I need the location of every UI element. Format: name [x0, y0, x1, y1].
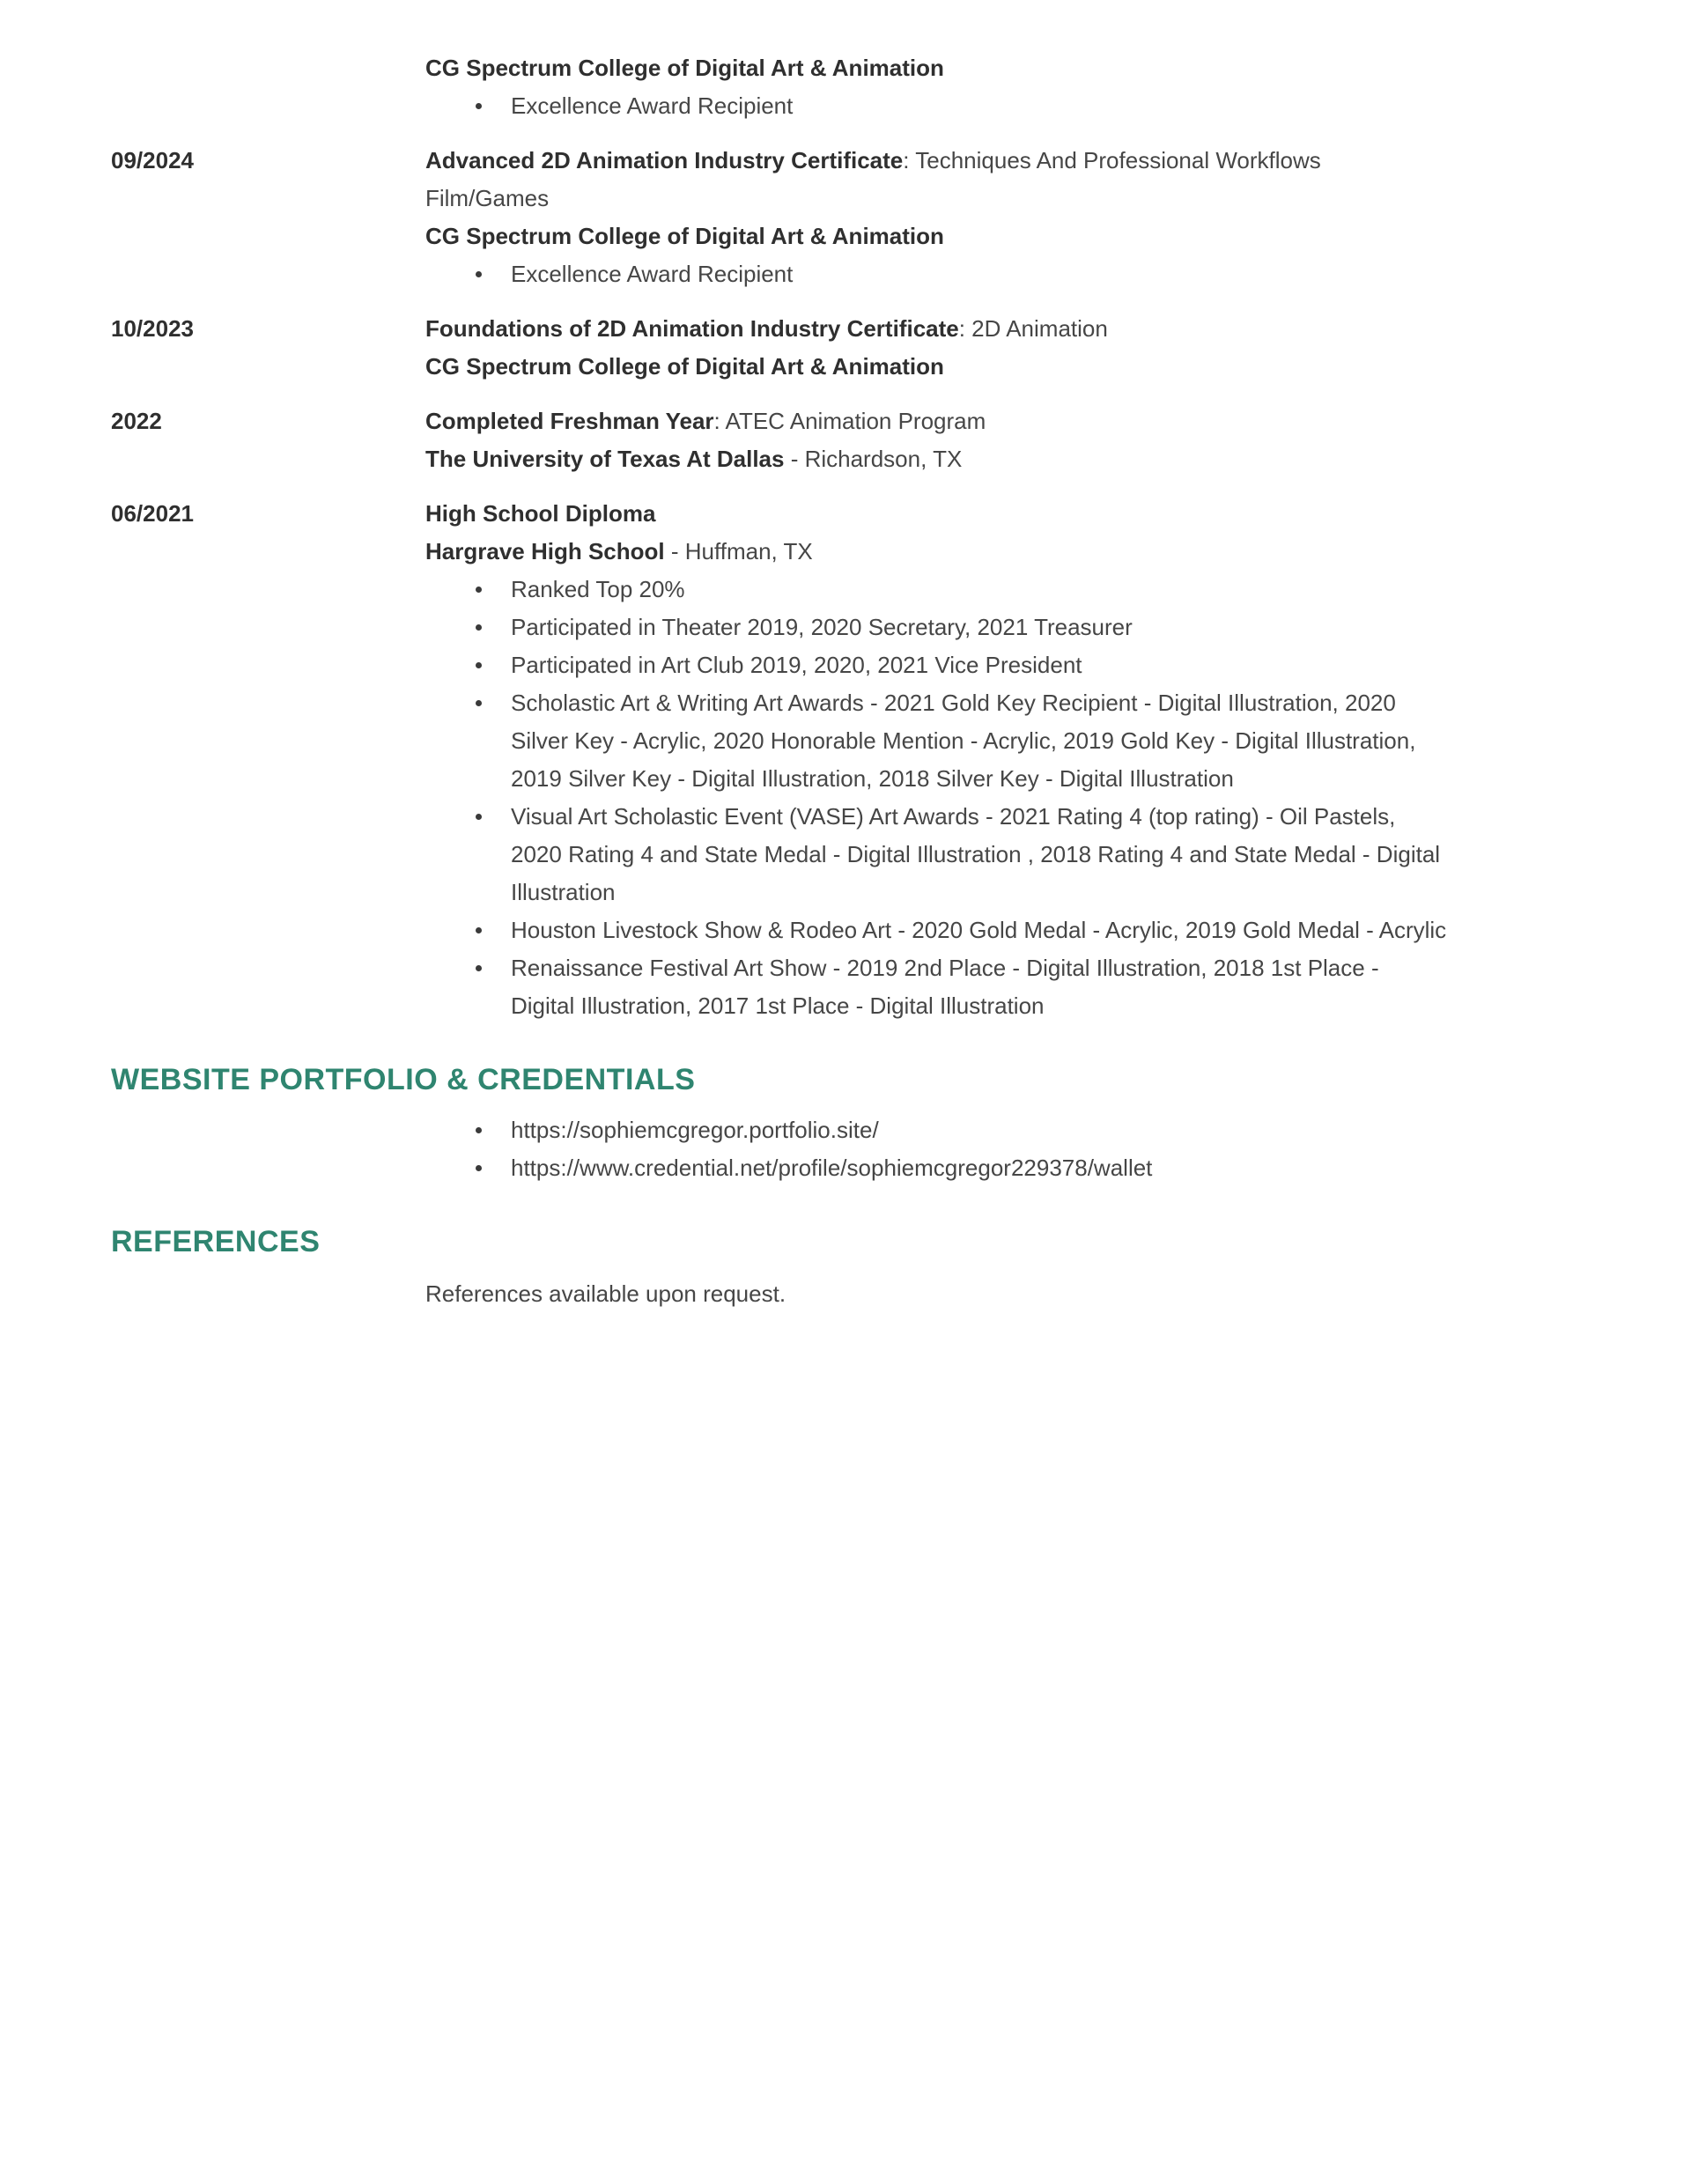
entry-title-detail: : Techniques And Professional Workflows Film/Games [425, 147, 1321, 211]
entry-title: Completed Freshman Year [425, 408, 714, 434]
bullet-item: Ranked Top 20% [425, 571, 1447, 609]
entry-content [425, 142, 1447, 293]
bullet-item: Renaissance Festival Art Show - 2019 2nd Place - Digital Illustration, 2018 1st Place - Digital Illustration, 2017 1st Place - Digital Illustration [425, 949, 1447, 1025]
education-entry [111, 495, 1577, 1025]
entry-date [111, 49, 425, 125]
education-entry [111, 310, 1577, 386]
entry-content [425, 402, 1447, 478]
entry-institution-line [425, 533, 1447, 571]
bullet-item: Houston Livestock Show & Rodeo Art - 2020 Gold Medal - Acrylic, 2019 Gold Medal - Acrylic [425, 911, 1447, 949]
entry-institution: Hargrave High School [425, 538, 665, 564]
entry-title-line [425, 495, 1447, 533]
entry-title: High School Diploma [425, 500, 656, 527]
entry-title: Foundations of 2D Animation Industry Certificate [425, 315, 959, 342]
entry-content [425, 495, 1447, 1025]
entry-date: 06/2021 [111, 500, 194, 527]
entry-institution-detail: - Huffman, TX [664, 538, 813, 564]
bullet-item: Participated in Art Club 2019, 2020, 2021 Vice President [425, 646, 1447, 684]
entry-date: 09/2024 [111, 147, 194, 173]
entry-institution: CG Spectrum College of Digital Art & Animation [425, 55, 944, 81]
entry-content [425, 49, 1447, 125]
entry-title-detail: : 2D Animation [958, 315, 1108, 342]
entry-content [425, 310, 1447, 386]
entry-institution-line [425, 440, 1447, 478]
portfolio-link: https://www.credential.net/profile/sophiemcgregor229378/wallet [425, 1149, 1447, 1187]
entry-institution: CG Spectrum College of Digital Art & Animation [425, 223, 944, 249]
entry-date: 2022 [111, 408, 162, 434]
entry-bullet-list [425, 87, 1447, 125]
entry-institution: The University of Texas At Dallas [425, 446, 785, 472]
portfolio-link-list [425, 1111, 1447, 1187]
entry-title-line [425, 402, 1447, 440]
entry-institution: CG Spectrum College of Digital Art & Animation [425, 353, 944, 380]
bullet-item: Participated in Theater 2019, 2020 Secretary, 2021 Treasurer [425, 609, 1447, 646]
entry-bullet-list [425, 571, 1447, 1025]
bullet-item: Scholastic Art & Writing Art Awards - 2021 Gold Key Recipient - Digital Illustration, 2020 Silver Key - Acrylic, 2020 Honorable Mention - Acrylic, 2019 Gold Key - Digital Illustration, 2019 Silver Key - Digital Illustration, 2018 Silver Key - Digital Illustration [425, 684, 1447, 798]
portfolio-link: https://sophiemcgregor.portfolio.site/ [425, 1111, 1447, 1149]
entry-date: 10/2023 [111, 315, 194, 342]
entry-bullet-list [425, 255, 1447, 293]
section-heading-references: REFERENCES [111, 1225, 321, 1258]
education-entry-continued [111, 49, 1577, 125]
entry-title-line [425, 310, 1447, 348]
section-heading-portfolio: WEBSITE PORTFOLIO & CREDENTIALS [111, 1063, 696, 1096]
bullet-item: Excellence Award Recipient [425, 87, 1447, 125]
entry-title-detail: : ATEC Animation Program [713, 408, 986, 434]
entry-title-line [425, 142, 1447, 218]
bullet-item: Visual Art Scholastic Event (VASE) Art Awards - 2021 Rating 4 (top rating) - Oil Pastels, 2020 Rating 4 and State Medal - Digital Illustration , 2018 Rating 4 and State Medal - Digital Illustration [425, 798, 1447, 911]
education-entry [111, 142, 1577, 293]
entry-institution-detail: - Richardson, TX [784, 446, 963, 472]
education-entry [111, 402, 1577, 478]
bullet-item: Excellence Award Recipient [425, 255, 1447, 293]
references-text: References available upon request. [425, 1280, 786, 1307]
entry-title: Advanced 2D Animation Industry Certificate [425, 147, 904, 173]
